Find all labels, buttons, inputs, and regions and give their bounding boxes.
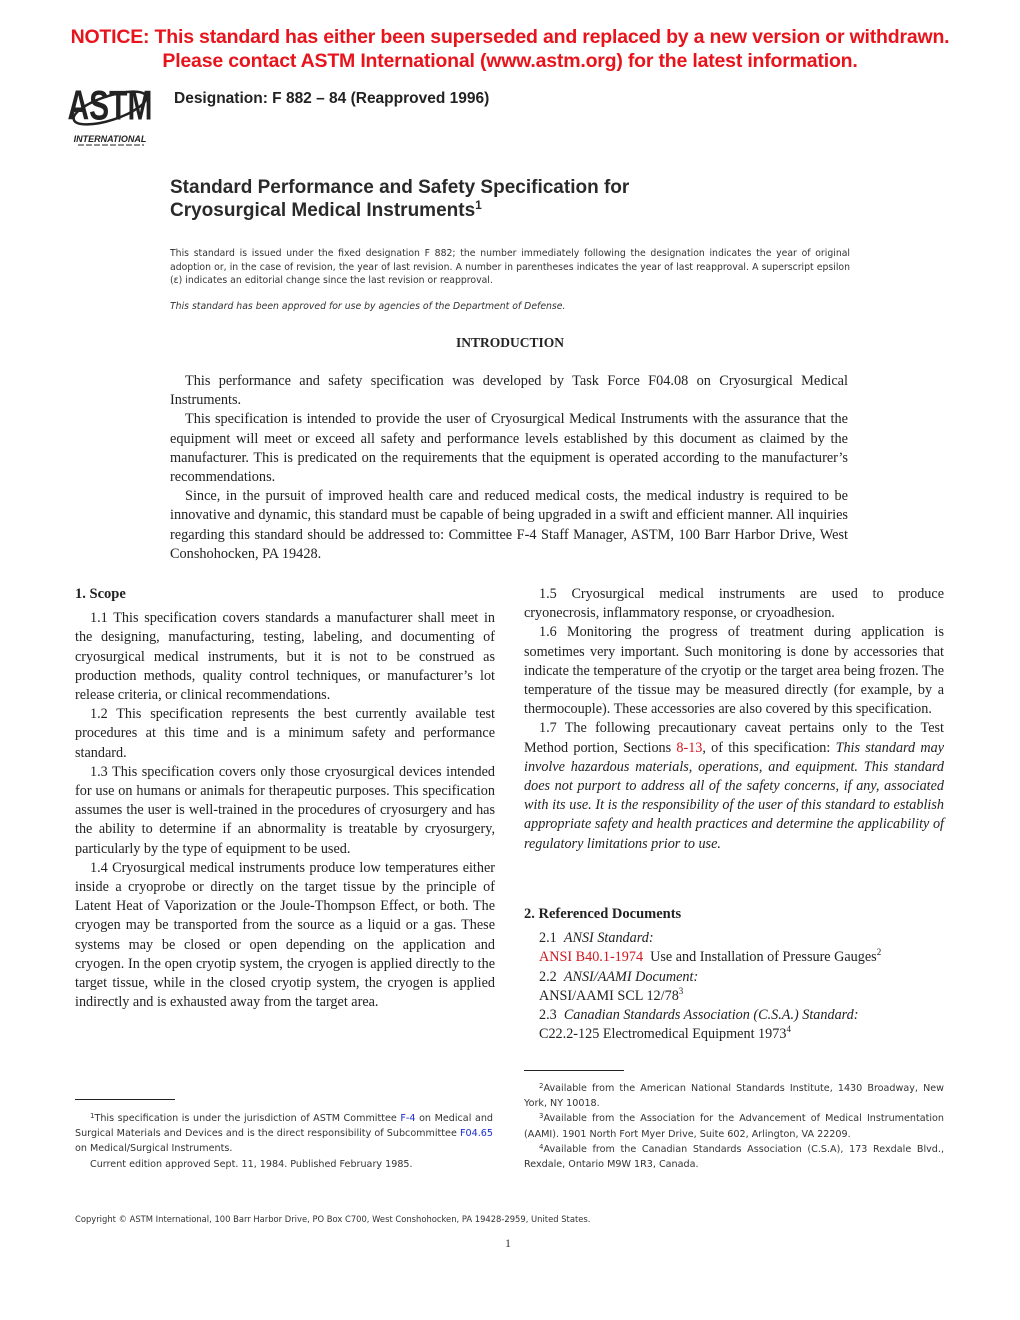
section-2-3: 2.3 Canadian Standards Association (C.S.A.) Standard: (539, 1007, 859, 1024)
title-line-2: Cryosurgical Medical Instruments$^1$ (170, 198, 482, 221)
subcommittee-f0465-link[interactable]: F04.65 (460, 1128, 493, 1140)
dod-approval-note: This standard has been approved for use by agencies of the Department of Defense. (170, 301, 566, 312)
page-number: 1 (505, 1236, 511, 1250)
intro-paragraph: This specification is intended to provide the user of Cryosurgical Medical Instruments with the assurance that the equipment will meet or exceed all safety and performance levels established by this document as claimed by the manufacturer. This is predicated on the requirements that the equipment is operated according to the manufacturer’s recommendations. (170, 411, 848, 486)
referenced-documents-heading: 2. Referenced Documents (524, 906, 682, 922)
ansi-b40-reference: ANSI B40.1-1974 Use and Installation of Pressure Gauges$^2$ (539, 947, 882, 966)
csa-reference: C22.2-125 Electromedical Equipment 1973$^4$ (539, 1024, 791, 1043)
safety-caveat: This standard may involve hazardous materials, operations, and equipment. This standard does not purport to address all of the safety concerns, if any, associated with its use. It is the responsibility of the user of this standard to establish appropriate safety and health practices and determine the applicability of regulatory limitations prior to use. (524, 739, 944, 852)
svg-text:INTERNATIONAL: INTERNATIONAL (73, 134, 147, 144)
footnote-1: $^1$This specification is under the jurisdiction of ASTM Committee F-4 on Medical and Surgical Materials and Devices and is the direct responsibility of Subcommittee F04.65 on Medical/Surgical Instruments. (75, 1112, 493, 1155)
footnotes-right (524, 1081, 944, 1172)
section-1-1: 1.1 This specification covers standards a manufacturer shall meet in the designing, manufacturing, testing, labeling, and documenting of cryosurgical medical instruments, but it is not to be construed as production methods, quality control techniques, or manufacturer’s lot release criteria, or clinical recommendations. (75, 610, 495, 704)
intro-paragraph: This performance and safety specification was developed by Task Force F04.08 on Cryosurgical Medical Instruments. (170, 373, 848, 409)
astm-logo (64, 76, 160, 148)
footnote-edition: Current edition approved Sept. 11, 1984. Published February 1985. (90, 1158, 413, 1170)
footnote-divider-right (524, 1070, 624, 1071)
section-1-2: 1.2 This specification represents the best currently available test procedures at this time and is a minimum safety and performance standard. (75, 706, 495, 761)
section-1-3: 1.3 This specification covers only those cryosurgical devices intended for use on humans or animals for therapeutic purposes. This specification assumes the user is well-trained in the procedures of cryosurgery and has the ability to determine if an abnormality is treatable by cryosurgery, particularly by the type of equipment to be used. (75, 763, 495, 857)
withdrawal-notice-line-1: NOTICE: This standard has either been superseded and replaced by a new version or withdrawn. (70, 26, 950, 48)
preamble: This standard is issued under the fixed designation F 882; the number immediately following the designation indicates the year of original adoption or, in the case of revision, the year of last revision. A number in parentheses indicates the year of last reapproval. A superscript epsilon (ε) indicates an editorial change since the last revision or reapproval. (170, 248, 850, 287)
section-2-1: 2.1 ANSI Standard: (539, 930, 654, 947)
section-1-4: 1.4 Cryosurgical medical instruments produce low temperatures either inside a cryoprobe or directly on the target tissue by the principle of Latent Heat of Vaporization or the Joule-Thompson Effect, or both. The cryogen may be transported from the source as a liquid or a gas. These systems may be closed or open depending on the application and cryogen. In the open cryotip system, the cryogen is applied directly to the target tissue, while in the closed cryotip system, the cryogen is applied indirectly and is exhausted away from the target area. (75, 859, 495, 1011)
introduction-body (170, 372, 848, 564)
right-column (524, 585, 944, 854)
sections-8-13-link[interactable]: 8-13 (676, 739, 703, 756)
withdrawal-notice-line-2: Please contact ASTM International (www.astm.org) for the latest information. (162, 50, 858, 72)
title-line-1: Standard Performance and Safety Specification for (170, 177, 630, 198)
footnotes-left (75, 1111, 493, 1172)
astm-logo-icon (64, 76, 160, 148)
footnote-2: $^2$Available from the American National Standards Institute, 1430 Broadway, New York, NY 10018. (524, 1082, 944, 1110)
footnote-divider-left (75, 1099, 175, 1100)
svg-text:ASTM: ASTM (67, 81, 153, 129)
document-title (170, 176, 629, 222)
section-1-6: 1.6 Monitoring the progress of treatment during application is sometimes very important. Such monitoring is done by accessories that indicate the temperature of the cryotip or the target area being frozen. The temperature of the tissue may be measured directly (for example, by a thermocouple). These accessories are also covered by this specification. (524, 624, 944, 718)
section-1-5: 1.5 Cryosurgical medical instruments are used to produce cryonecrosis, inflammatory response, or cryoadhesion. (524, 586, 944, 622)
section-2-2: 2.2 ANSI/AAMI Document: (539, 968, 699, 985)
left-column (75, 585, 495, 1012)
referenced-documents (524, 905, 954, 1044)
designation: Designation: F 882 – 84 (Reapproved 1996) (174, 90, 490, 107)
ansi-aami-reference: ANSI/AAMI SCL 12/78$^3$ (539, 985, 684, 1004)
title-footnote-mark: 1 (475, 198, 482, 212)
footnote-4: $^4$Available from the Canadian Standards Association (C.S.A), 173 Rexdale Blvd., Rexdale, Ontario M9W 1R3, Canada. (524, 1142, 944, 1171)
section-1-7: 1.7 The following precautionary caveat pertains only to the Test Method portion, Sections 8-13, of this specification: This standard may involve hazardous materials, operations, and equipment. This standard does not purport to address all of the safety concerns, if any, associated with its use. It is the responsibility of the user of this standard to establish appropriate safety and health practices and determine the applicability of regulatory limitations prior to use. (524, 720, 944, 852)
footnote-3: $^3$Available from the Association for the Advancement of Medical Instrumentation (AAMI). 1901 North Fort Myer Drive, Suite 602, Arlington, VA 22209. (524, 1112, 944, 1140)
scope-heading: 1. Scope (75, 586, 126, 602)
intro-paragraph: Since, in the pursuit of improved health care and reduced medical costs, the medical industry is required to be innovative and dynamic, this standard must be capable of being upgraded in a swift and efficient manner. All inquiries regarding this standard should be addressed to: Committee F-4 Staff Manager, ASTM, 100 Barr Harbor Drive, West Conshohocken, PA 19428. (170, 488, 848, 562)
committee-f4-link[interactable]: F-4 (400, 1113, 416, 1124)
introduction-heading: INTRODUCTION (455, 335, 564, 350)
ansi-b40-link[interactable]: ANSI B40.1-1974 (539, 949, 644, 966)
copyright-notice: Copyright © ASTM International, 100 Barr Harbor Drive, PO Box C700, West Conshohocken, PA 19428-2959, United States. (75, 1214, 591, 1224)
